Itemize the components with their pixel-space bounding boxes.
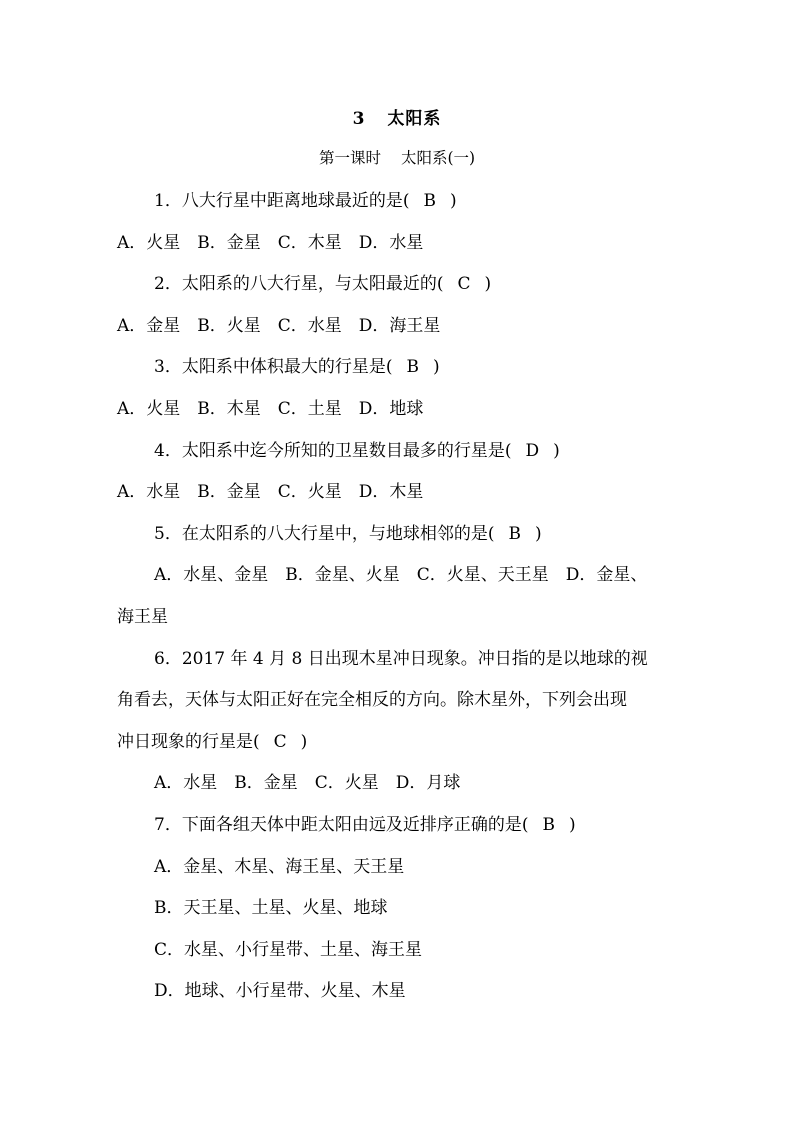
question-7-option-c: C．水星、小行星带、土星、海王星 bbox=[154, 940, 423, 960]
question-6-options: A．水星 B．金星 C．火星 D．月球 bbox=[154, 773, 461, 793]
question-1-stem: 1．八大行星中距离地球最近的是( B ) bbox=[154, 191, 457, 211]
question-4-answer: D bbox=[525, 441, 540, 461]
question-5-options-line1: A．水星、金星 B．金星、火星 C．火星、天王星 D．金星、 bbox=[154, 565, 648, 585]
question-4-stem: 4．太阳系中迄今所知的卫星数目最多的行星是( D ) bbox=[154, 441, 560, 461]
question-7-option-d: D．地球、小行星带、火星、木星 bbox=[154, 981, 406, 1001]
question-2-options: A．金星 B．火星 C．水星 D．海王星 bbox=[117, 316, 441, 336]
question-3-options: A．火星 B．木星 C．土星 D．地球 bbox=[117, 399, 424, 419]
question-7-answer: B bbox=[542, 815, 555, 835]
question-3-answer: B bbox=[406, 357, 419, 377]
lesson-title: 太阳系 bbox=[387, 109, 442, 129]
question-5-answer: B bbox=[508, 524, 521, 544]
question-6-line2: 角看去，天体与太阳正好在完全相反的方向。除木星外，下列会出现 bbox=[117, 690, 627, 710]
question-2-answer: C bbox=[457, 274, 471, 294]
page-title bbox=[0, 104, 794, 129]
page-subtitle bbox=[0, 146, 794, 168]
subtitle-part2: 太阳系(一) bbox=[400, 149, 476, 167]
question-4-options: A．水星 B．金星 C．火星 D．木星 bbox=[117, 482, 424, 502]
subtitle-part1: 第一课时 bbox=[318, 149, 381, 167]
question-7-option-a: A．金星、木星、海王星、天王星 bbox=[154, 857, 405, 877]
question-7-stem: 7．下面各组天体中距太阳由远及近排序正确的是( B ) bbox=[154, 815, 576, 835]
question-6-line1: 6．2017 年 4 月 8 日出现木星冲日现象。冲日指的是以地球的视 bbox=[154, 649, 648, 669]
question-5-stem: 5．在太阳系的八大行星中，与地球相邻的是( B ) bbox=[154, 524, 542, 544]
question-3-stem: 3．太阳系中体积最大的行星是( B ) bbox=[154, 357, 440, 377]
question-2-stem: 2．太阳系的八大行星，与太阳最近的( C ) bbox=[154, 274, 492, 294]
question-6-answer: C bbox=[273, 732, 287, 752]
lesson-number: 3 bbox=[352, 109, 366, 129]
question-1-options: A．火星 B．金星 C．木星 D．水星 bbox=[117, 233, 424, 253]
question-1-answer: B bbox=[423, 191, 436, 211]
question-6-stem: 冲日现象的行星是( C ) bbox=[117, 732, 308, 752]
question-7-option-b: B．天王星、土星、火星、地球 bbox=[154, 898, 388, 918]
question-5-options-line2: 海王星 bbox=[117, 607, 168, 627]
